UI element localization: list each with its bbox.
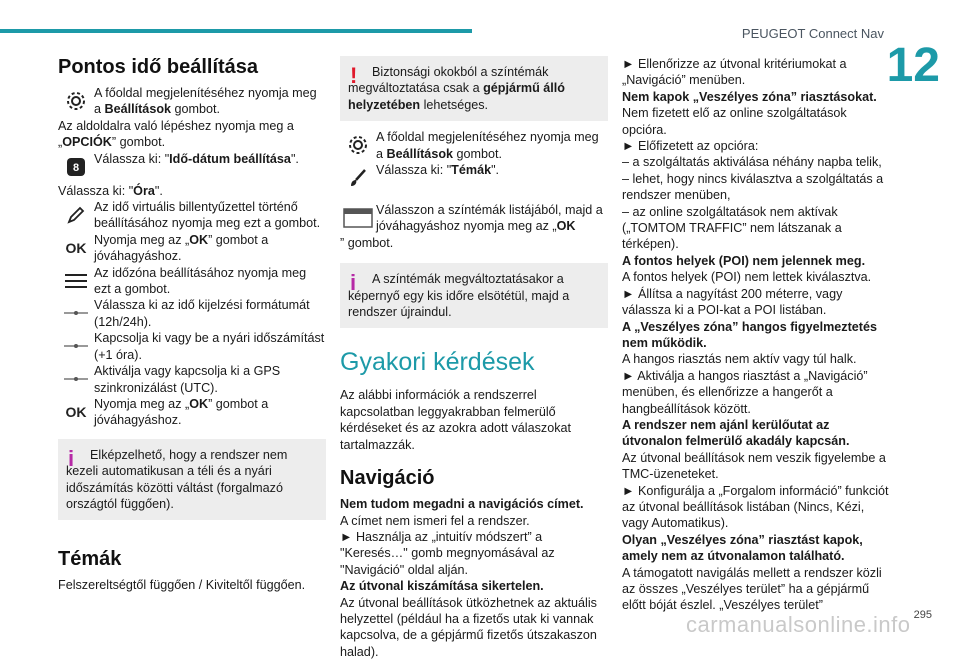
list-icon — [340, 202, 376, 234]
warning-text: Biztonsági okokból a színtémák megváltoztatása csak a gépjármű álló helyzetében lehetséges. — [348, 65, 565, 112]
answer-text: ► Aktiválja a hangos riasztást a „Navigáció” menüben, és ellenőrizze a hangerőt a hangbeállítások között. — [622, 368, 868, 416]
paragraph-themes: Felszereltségtől függően / Kiviteltől függően. — [58, 578, 306, 593]
answer-text: – az online szolgáltatások nem aktívak („TOMTOM TRAFFIC” nem látszanak a térképen). — [622, 204, 842, 252]
step-text: Kapcsolja ki vagy be a nyári időszámítást (+1 óra). — [94, 331, 325, 362]
question-1: Nem tudom megadni a navigációs címet. — [340, 497, 584, 512]
step-ok — [58, 232, 326, 265]
answer-text: ► Ellenőrizze az útvonal kritériumokat a „Navigáció” menüben. — [622, 57, 847, 88]
step-time-date — [58, 151, 326, 183]
step-settings — [58, 85, 326, 118]
answer-text: Az útvonal beállítások nem veszik figyelembe a TMC-üzeneteket. — [622, 450, 886, 482]
step-timezone — [58, 265, 326, 298]
step-text-continued: ” gombot. — [340, 235, 394, 250]
info-box — [58, 439, 326, 521]
paragraph-clock: Válassza ki: "Óra". — [58, 183, 163, 198]
answer-1: A címet nem ismeri fel a rendszer. — [340, 513, 530, 528]
warning-icon: ! — [350, 63, 358, 88]
column-1 — [58, 56, 326, 594]
step-themes — [340, 162, 608, 194]
step-text: Válassza ki: "Témák". — [376, 163, 500, 178]
question: A rendszer nem ajánl kerülőutat az útvonalon felmerülő akadály kapcsán. — [622, 417, 850, 449]
step-text: Az időzóna beállításához nyomja meg ezt a gombot. — [94, 265, 307, 297]
svg-text:8: 8 — [72, 161, 80, 174]
header-accent-bar — [0, 29, 472, 33]
info-icon: i — [68, 445, 75, 471]
menu-lines-icon — [58, 265, 94, 297]
answer-2: Az útvonal beállítások ütközhetnek az aktuális helyzettel (például ha a fizetős utak ki vannak kapcsolva, de a gépjármű fizetős útszakaszon halad). — [340, 595, 597, 659]
info-icon: i — [350, 270, 357, 296]
answer-text: A támogatott navigálás mellett a rendszer közli az összes „Veszélyes terület” ha a gépjármű előtt bóját észlel. „Veszélyes terület” — [622, 565, 882, 613]
faq-heading: Gyakori kérdések — [340, 348, 535, 377]
toggle-icon — [58, 297, 94, 329]
info-text: A színtémák megváltoztatásakor a képernyő egy kis időre elsötétül, majd a rendszer újraindul. — [348, 272, 570, 320]
paragraph-options: Az aldoldalra való lépéshez nyomja meg a „OPCIÓK” gombot. — [58, 118, 294, 150]
settings-gear-icon — [58, 85, 94, 117]
step-text: A főoldal megjelenítéséhez nyomja meg a Beállítások gombot. — [94, 86, 317, 117]
toggle-icon — [58, 330, 94, 362]
warning-box — [340, 56, 608, 121]
clock-settings-icon — [58, 151, 94, 183]
column-2 — [340, 56, 608, 660]
step-format — [58, 297, 326, 330]
column-3 — [622, 56, 890, 614]
answer-text: Nem fizetett elő az online szolgáltatások opcióra. — [622, 106, 847, 137]
answer-text: ► Állítsa a nagyítást 200 méterre, vagy válassza ki a POI-kat a POI listában. — [622, 286, 843, 318]
step-settings — [340, 129, 608, 162]
watermark: carmanualsonline.info — [686, 612, 911, 637]
question: A fontos helyek (POI) nem jelennek meg. — [622, 253, 866, 268]
toggle-icon — [58, 363, 94, 395]
page-number: 295 — [913, 609, 932, 621]
answer-text: – a szolgáltatás aktiválása néhány napba telik, — [622, 155, 882, 170]
answer-text: A fontos helyek (POI) nem lettek kiválasztva. — [622, 270, 872, 285]
question: Olyan „Veszélyes zóna” riasztást kapok, amely nem az útvonalamon található. — [622, 532, 863, 564]
step-ok-confirm — [58, 396, 326, 429]
paintbrush-icon — [340, 162, 376, 194]
question-2: Az útvonal kiszámítása sikertelen. — [340, 579, 544, 594]
step-dst — [58, 330, 326, 363]
section-heading-navigation: Navigáció — [340, 467, 435, 490]
header-title: PEUGEOT Connect Nav — [741, 26, 884, 41]
section-heading-time: Pontos idő beállítása — [58, 56, 259, 78]
step-theme-list — [340, 202, 608, 235]
settings-gear-icon — [340, 129, 376, 161]
pencil-icon — [58, 199, 94, 231]
step-text: Az idő virtuális billentyűzettel történő beállításához nyomja meg ezt a gombot. — [94, 200, 321, 231]
ok-button-icon: OK — [65, 239, 87, 256]
answer-1b: ► Használja az „intuitív módszert” a "Keresés…" gomb megnyomásával az "Navigáció" oldal alján. — [340, 529, 555, 577]
step-text: Nyomja meg az „OK” gombot a jóváhagyáshoz. — [94, 396, 269, 428]
faq-intro: Az alábbi információk a rendszerrel kapcsolatban leggyakrabban felmerülő kérdéseket és az azokra adott válaszokat tartalmazzák. — [340, 388, 572, 452]
step-text: A főoldal megjelenítéséhez nyomja meg a Beállítások gombot. — [376, 130, 599, 161]
step-text: Válassza ki: "Idő-dátum beállítása". — [94, 151, 299, 166]
answer-text: – lehet, hogy nincs kiválasztva a szolgáltatás a rendszer menüben, — [622, 171, 884, 203]
step-text: Aktiválja vagy kapcsolja ki a GPS szinkronizálást (UTC). — [94, 364, 281, 395]
question: A „Veszélyes zóna” hangos figyelmeztetés nem működik. — [622, 319, 877, 350]
question: Nem kapok „Veszélyes zóna” riasztásokat. — [622, 89, 877, 104]
answer-text: ► Előfizetett az opcióra: — [622, 139, 759, 154]
step-keyboard — [58, 199, 326, 232]
info-text: Elképzelhető, hogy a rendszer nem kezeli automatikusan a téli és a nyári időszámítás közötti váltást (forgalmazó országtól függően). — [66, 447, 288, 511]
step-text: Válasszon a színtémák listájából, majd a jóváhagyáshoz nyomja meg az „OK — [376, 203, 603, 234]
info-box — [340, 263, 608, 328]
answer-text: A hangos riasztás nem aktív vagy túl halk. — [622, 352, 857, 367]
step-text: Válassza ki az idő kijelzési formátumát (12h/24h). — [94, 298, 310, 329]
ok-button-icon: OK — [65, 403, 87, 420]
section-heading-themes: Témák — [58, 548, 122, 571]
answer-text: ► Konfigurálja a „Forgalom információ” funkciót az útvonal beállítások listában (Nincs, Kézi, vagy Automatikus). — [622, 483, 889, 531]
step-text: Nyomja meg az „OK” gombot a jóváhagyáshoz. — [94, 232, 269, 264]
step-gps — [58, 363, 326, 396]
chapter-number: 12 — [886, 39, 940, 92]
